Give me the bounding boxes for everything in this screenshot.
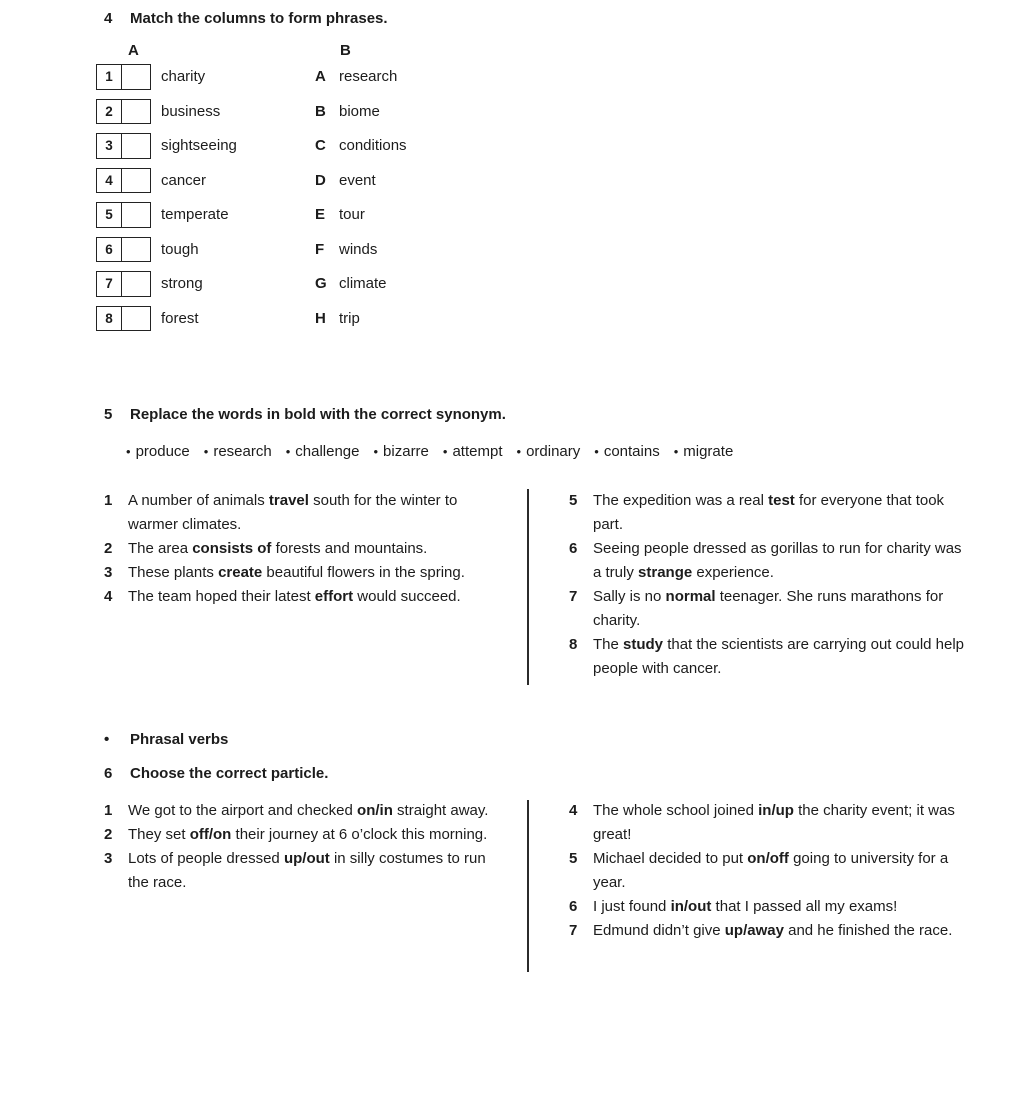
sentence-post: beautiful flowers in the spring. — [262, 564, 465, 581]
sentence-item — [104, 823, 506, 847]
match-number: 7 — [96, 271, 122, 297]
column-divider — [527, 489, 529, 685]
match-number: 2 — [96, 99, 122, 125]
sentence-pre: These plants — [128, 564, 219, 581]
sentence-number: 6 — [569, 898, 578, 915]
match-word: sightseeing — [161, 137, 237, 155]
option-row — [315, 168, 407, 194]
match-row — [96, 237, 237, 263]
sentence-item — [104, 847, 506, 895]
exercise6-header — [104, 765, 328, 782]
sentence-post: that I passed all my exams! — [711, 898, 898, 915]
match-word: business — [161, 102, 221, 120]
match-number: 3 — [96, 133, 122, 159]
match-number: 4 — [96, 168, 122, 194]
section-title: Phrasal verbs — [130, 731, 229, 748]
match-box — [96, 237, 151, 263]
match-row — [96, 168, 237, 194]
exercise5-header — [104, 406, 506, 423]
wordbank-item — [126, 443, 190, 460]
match-column-a — [96, 64, 237, 340]
option-row — [315, 237, 407, 263]
answer-box[interactable] — [122, 168, 151, 194]
match-word: temperate — [161, 206, 229, 224]
sentence-number: 7 — [569, 922, 578, 939]
sentence-pre: The team hoped their latest — [128, 588, 315, 605]
sentence-item — [569, 633, 967, 681]
option-letter: C — [315, 137, 326, 155]
match-box — [96, 64, 151, 90]
sentence-bold-word: strange — [638, 564, 693, 581]
match-number: 5 — [96, 202, 122, 228]
match-box — [96, 202, 151, 228]
wordbank-word: bizarre — [383, 443, 429, 460]
wordbank-item — [443, 443, 503, 460]
sentence-item — [569, 847, 967, 895]
exercise-number: 4 — [104, 10, 113, 27]
sentence-pre: Seeing people dressed as gorillas to run for charity was a truly — [593, 540, 962, 581]
option-letter: F — [315, 240, 325, 258]
sentence-number: 1 — [104, 802, 113, 819]
bullet-icon: • — [285, 444, 291, 459]
sentence-text — [593, 919, 967, 943]
wordbank-word: ordinary — [526, 443, 581, 460]
sentence-pre: Sally is no — [593, 588, 666, 605]
sentence-item — [104, 537, 506, 561]
wordbank-item — [373, 443, 428, 460]
match-word: forest — [161, 309, 199, 327]
option-word: climate — [339, 275, 387, 293]
sentence-bold-word: on/off — [747, 850, 789, 867]
match-word: cancer — [161, 171, 207, 189]
sentence-bold-word: off/on — [189, 826, 232, 843]
sentence-post: south for the winter to warmer climates. — [128, 492, 458, 533]
bullet-icon: • — [126, 444, 131, 459]
exercise4-header — [104, 10, 388, 27]
sentence-number: 3 — [104, 564, 113, 581]
sentence-text — [128, 537, 506, 561]
sentence-text — [593, 847, 967, 895]
option-row — [315, 99, 407, 125]
wordbank-word: migrate — [683, 443, 734, 460]
match-word: strong — [161, 275, 203, 293]
sentence-item — [104, 799, 506, 823]
sentence-pre: The expedition was a real — [593, 492, 769, 509]
option-letter: A — [315, 68, 326, 86]
match-row — [96, 306, 237, 332]
sentence-number: 6 — [569, 540, 578, 557]
sentence-number: 7 — [569, 588, 578, 605]
column-divider — [527, 800, 529, 972]
bullet-icon: • — [373, 444, 379, 459]
sentence-item — [104, 585, 506, 609]
sentence-post: straight away. — [392, 802, 489, 819]
option-row — [315, 202, 407, 228]
option-word: conditions — [339, 137, 407, 155]
sentence-number: 4 — [104, 588, 113, 605]
sentence-text — [593, 585, 967, 633]
wordbank-word: contains — [603, 443, 660, 460]
sentence-text — [593, 537, 967, 585]
sentence-number: 1 — [104, 492, 113, 509]
answer-box[interactable] — [122, 133, 151, 159]
match-row — [96, 64, 237, 90]
wordbank-item — [517, 443, 581, 460]
option-word: winds — [339, 240, 378, 258]
match-number: 1 — [96, 64, 122, 90]
sentence-post: and he finished the race. — [783, 922, 953, 939]
sentence-text — [593, 799, 967, 847]
sentence-number: 5 — [569, 850, 578, 867]
sentence-text — [593, 633, 967, 681]
option-row — [315, 271, 407, 297]
wordbank-word: attempt — [452, 443, 503, 460]
option-word: trip — [339, 309, 360, 327]
wordbank-word: produce — [135, 443, 190, 460]
sentence-item — [569, 799, 967, 847]
sentence-pre: Lots of people dressed — [128, 850, 284, 867]
sentence-bold-word: up/away — [724, 922, 784, 939]
sentence-pre: A number of animals — [128, 492, 269, 509]
answer-box[interactable] — [122, 99, 151, 125]
wordbank-word: challenge — [295, 443, 360, 460]
match-number: 6 — [96, 237, 122, 263]
sentence-pre: The area — [128, 540, 193, 557]
wordbank-item — [674, 443, 734, 460]
sentence-post: would succeed. — [353, 588, 461, 605]
sentence-text — [593, 895, 967, 919]
sentence-post: for everyone that took part. — [593, 492, 945, 533]
sentence-post: teenager. She runs marathons for charity. — [593, 588, 944, 629]
sentence-bold-word: travel — [268, 492, 309, 509]
sentence-number: 2 — [104, 826, 113, 843]
answer-box[interactable] — [122, 271, 151, 297]
sentence-pre: The whole school joined — [593, 802, 759, 819]
sentence-bold-word: effort — [314, 588, 354, 605]
answer-box[interactable] — [122, 202, 151, 228]
sentence-bold-word: study — [623, 636, 664, 653]
sentence-number: 3 — [104, 850, 113, 867]
sentence-bold-word: test — [768, 492, 795, 509]
sentence-pre: We got to the airport and checked — [128, 802, 358, 819]
sentence-item — [569, 919, 967, 943]
word-bank — [126, 443, 733, 460]
exercise-title: Choose the correct particle. — [130, 765, 329, 782]
match-word: charity — [161, 68, 206, 86]
sentence-number: 8 — [569, 636, 578, 653]
exercise-title: Match the columns to form phrases. — [130, 10, 388, 27]
bullet-icon: • — [203, 444, 209, 459]
sentence-bold-word: on/in — [357, 802, 393, 819]
match-box — [96, 133, 151, 159]
answer-box[interactable] — [122, 64, 151, 90]
sentence-text — [128, 489, 506, 537]
bullet-icon: • — [442, 444, 448, 459]
sentence-post: the charity event; it was great! — [593, 802, 955, 843]
exercise-number: 5 — [104, 406, 113, 423]
bullet-icon: • — [673, 444, 679, 459]
sentence-pre: They set — [128, 826, 190, 843]
option-letter: G — [315, 275, 327, 293]
sentence-bold-word: consists of — [192, 540, 272, 557]
answer-box[interactable] — [122, 306, 151, 332]
exercise6-right-column — [569, 799, 967, 943]
sentence-text — [128, 585, 506, 609]
wordbank-word: research — [213, 443, 272, 460]
match-word: tough — [161, 240, 199, 258]
option-word: event — [339, 171, 376, 189]
column-b-header: B — [340, 42, 351, 59]
sentence-pre: The — [593, 636, 624, 653]
sentence-text — [128, 847, 506, 895]
match-row — [96, 202, 237, 228]
sentence-number: 2 — [104, 540, 113, 557]
sentence-text — [593, 489, 967, 537]
sentence-text — [128, 799, 506, 823]
exercise-title: Replace the words in bold with the correct synonym. — [130, 406, 506, 423]
match-row — [96, 271, 237, 297]
sentence-post: that the scientists are carrying out could help people with cancer. — [593, 636, 965, 677]
sentence-post: experience. — [692, 564, 774, 581]
answer-box[interactable] — [122, 237, 151, 263]
option-word: research — [339, 68, 398, 86]
sentence-post: going to university for a year. — [593, 850, 949, 891]
sentence-item — [569, 489, 967, 537]
option-word: biome — [339, 102, 380, 120]
sentence-item — [569, 585, 967, 633]
wordbank-item — [204, 443, 272, 460]
wordbank-item — [286, 443, 360, 460]
column-a-header: A — [128, 42, 139, 59]
sentence-item — [104, 489, 506, 537]
sentence-bold-word: in/up — [758, 802, 794, 819]
option-letter: H — [315, 309, 326, 327]
option-row — [315, 64, 407, 90]
match-box — [96, 271, 151, 297]
sentence-text — [128, 823, 506, 847]
exercise-number: 6 — [104, 765, 113, 782]
sentence-number: 5 — [569, 492, 578, 509]
match-column-b — [315, 64, 407, 340]
bullet-icon: • — [516, 444, 522, 459]
exercise5-left-column — [104, 489, 506, 609]
phrasal-verbs-heading — [104, 731, 228, 748]
exercise6-left-column — [104, 799, 506, 895]
sentence-bold-word: up/out — [283, 850, 330, 867]
sentence-bold-word: create — [218, 564, 263, 581]
sentence-post: forests and mountains. — [271, 540, 428, 557]
sentence-post: in silly costumes to run the race. — [128, 850, 486, 891]
match-row — [96, 133, 237, 159]
sentence-item — [569, 537, 967, 585]
match-number: 8 — [96, 306, 122, 332]
match-box — [96, 99, 151, 125]
bullet-icon: • — [594, 444, 599, 459]
option-letter: D — [315, 171, 326, 189]
option-letter: E — [315, 206, 326, 224]
sentence-post: their journey at 6 o’clock this morning. — [231, 826, 488, 843]
sentence-number: 4 — [569, 802, 578, 819]
option-letter: B — [315, 102, 326, 120]
option-row — [315, 133, 407, 159]
sentence-bold-word: in/out — [670, 898, 712, 915]
exercise5-right-column — [569, 489, 967, 681]
match-box — [96, 306, 151, 332]
match-row — [96, 99, 237, 125]
bullet-icon: • — [104, 731, 110, 748]
option-word: tour — [339, 206, 365, 224]
wordbank-item — [594, 443, 659, 460]
sentence-item — [569, 895, 967, 919]
sentence-bold-word: normal — [665, 588, 716, 605]
sentence-text — [128, 561, 506, 585]
sentence-pre: Michael decided to put — [593, 850, 748, 867]
option-row — [315, 306, 407, 332]
sentence-pre: I just found — [593, 898, 671, 915]
sentence-pre: Edmund didn’t give — [593, 922, 725, 939]
match-box — [96, 168, 151, 194]
sentence-item — [104, 561, 506, 585]
